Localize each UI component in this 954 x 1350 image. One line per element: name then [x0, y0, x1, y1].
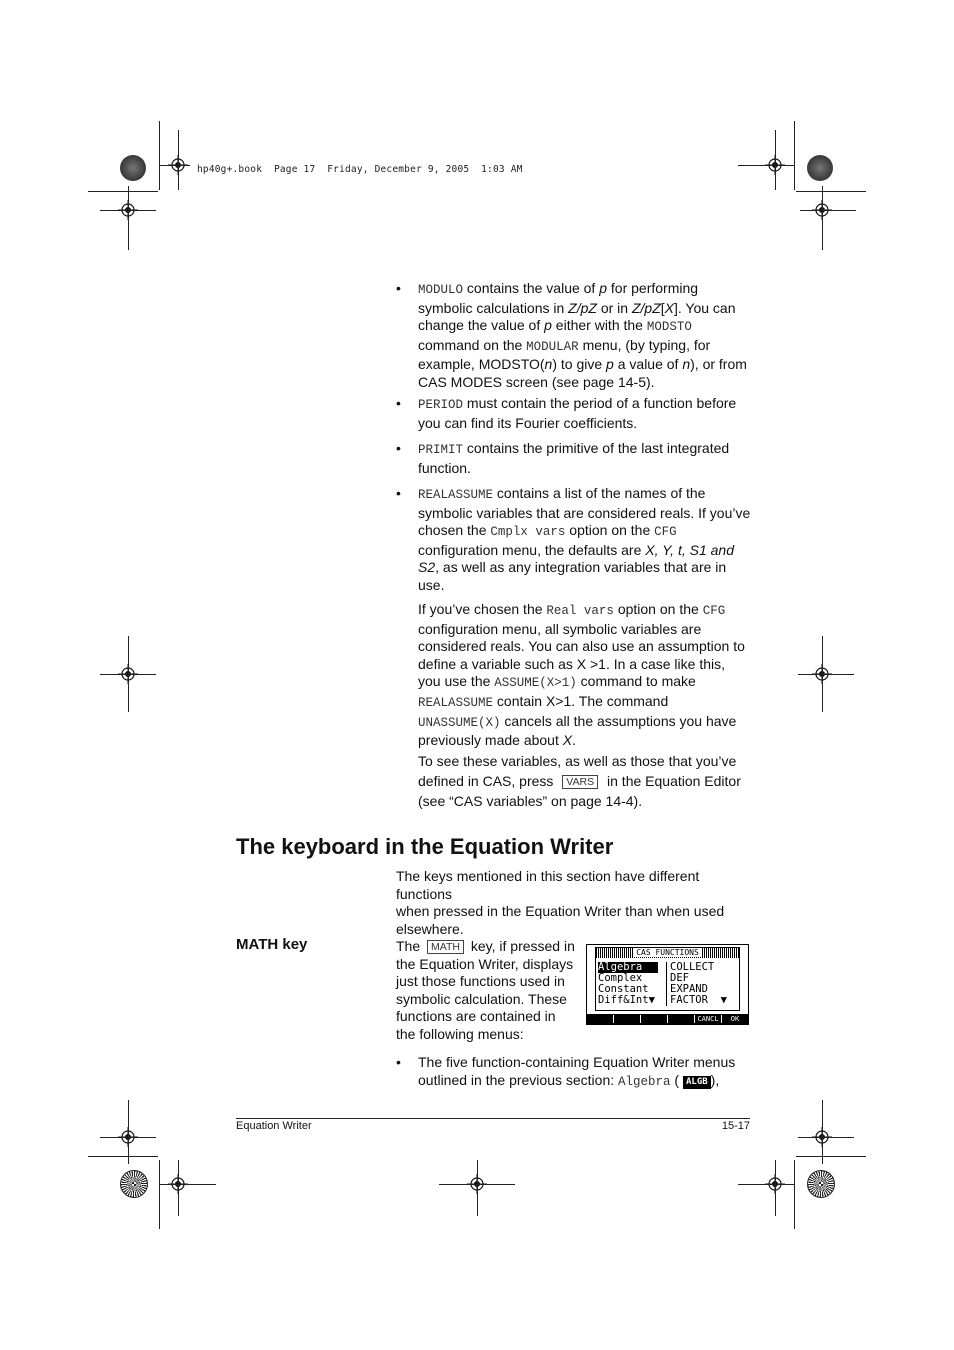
- text-line: considered reals. You can also use an assumption to: [418, 638, 745, 655]
- text-line: symbolic calculations in Z/pZ or in Z/pZ[X]. You can: [418, 299, 736, 316]
- text-line: UNASSUME(X) cancels all the assumptions you have: [418, 712, 737, 730]
- print-imprint: hp40g+.book Page 17 Friday, December 9, 2005 1:03 AM: [197, 164, 523, 175]
- bullet-text: [418, 280, 748, 392]
- bullet-icon: •: [396, 395, 401, 411]
- text-line: PRIMIT contains the primitive of the last integrated: [418, 440, 730, 457]
- text-line: REALASSUME contains a list of the names of the: [418, 485, 706, 502]
- paragraph-vars: To see these variables, as well as those that you’ve defined in CAS, press VARS in the Equation Editor (see “CAS variables” on page 14-4).: [418, 753, 741, 809]
- softkey-bar: [587, 1014, 748, 1024]
- text-line: previously made about X.: [418, 732, 576, 749]
- footer-left: Equation Writer: [236, 1120, 312, 1132]
- vars-key: VARS: [562, 775, 598, 789]
- text-line: use.: [418, 576, 445, 593]
- menu-title: CAS FUNCTIONS: [596, 948, 739, 958]
- paragraph-real-vars: [418, 601, 753, 750]
- text-line: define a variable such as X >1. In a case like this,: [418, 655, 726, 672]
- bullet-icon: •: [396, 440, 401, 456]
- footer-rule: [236, 1118, 750, 1119]
- text-line: configuration menu, the defaults are X, Y, t, S1 and: [418, 541, 735, 558]
- text-line: CAS MODES screen (see page 14-5).: [418, 373, 655, 390]
- bullet-text: [418, 485, 751, 595]
- text-line: symbolic variables that are considered reals. If you’ve: [418, 504, 751, 521]
- bullet-text: [418, 440, 748, 477]
- registration-ball-icon: [120, 1170, 148, 1198]
- text-line: you can find its Fourier coefficients.: [418, 414, 638, 431]
- text-line: REALASSUME contain X>1. The command: [418, 692, 669, 710]
- calculator-screen: [586, 944, 749, 1025]
- section-intro: The keys mentioned in this section have different functions when pressed in the Equation Writer than when used elsewhere.: [396, 868, 725, 937]
- menu-item-algebra: Algebra: [598, 962, 658, 973]
- section-title: The keyboard in the Equation Writer: [236, 834, 614, 859]
- algb-softkey-icon: ALGB: [683, 1076, 711, 1089]
- math-key-heading: MATH key: [236, 936, 308, 953]
- text-line: change the value of p either with the MODSTO: [418, 317, 692, 335]
- menu-divider: [666, 962, 667, 1006]
- text-line: chosen the Cmplx vars option on the CFG: [418, 522, 677, 540]
- bullet-text: [418, 395, 748, 432]
- menu-item-factor: FACTOR ▼: [670, 994, 727, 1006]
- registration-ball-icon: [120, 155, 146, 181]
- text-line: MODULO contains the value of p for performing: [418, 280, 699, 297]
- bullet-text: The five function-containing Equation Writer menus outlined in the previous section: Algebra ( ALGB ),: [418, 1054, 736, 1089]
- text-line: configuration menu, all symbolic variables are: [418, 620, 702, 637]
- menu-item-collect: COLLECT: [670, 961, 715, 973]
- menu-item-complex: Complex: [598, 972, 643, 984]
- cas-functions-menu: [595, 947, 740, 1011]
- softkey-ok: OK: [730, 1015, 740, 1023]
- text-line: you use the ASSUME(X>1) command to make: [418, 673, 696, 691]
- text-line: PERIOD must contain the period of a function before: [418, 395, 737, 412]
- text-line: command on the MODULAR menu, (by typing, for: [418, 336, 711, 354]
- menu-item-def: DEF: [670, 972, 689, 984]
- text-line: S2, as well as any integration variables that are in: [418, 559, 727, 576]
- menu-item-diff-int: Diff&Int▼: [598, 994, 655, 1006]
- math-key: MATH: [427, 940, 464, 954]
- softkey-cancel: CANCL: [697, 1015, 719, 1023]
- menu-item-constant: Constant: [598, 983, 649, 995]
- registration-ball-icon: [807, 1170, 835, 1198]
- text-line: If you’ve chosen the Real vars option on the CFG: [418, 601, 726, 618]
- bullet-icon: •: [396, 1054, 401, 1070]
- text-line: function.: [418, 459, 471, 476]
- bullet-icon: •: [396, 485, 401, 501]
- registration-ball-icon: [807, 155, 833, 181]
- page-number: 15-17: [721, 1120, 750, 1132]
- bullet-icon: •: [396, 280, 401, 296]
- menu-item-expand: EXPAND: [670, 983, 708, 995]
- math-key-paragraph: The MATH key, if pressed in the Equation Writer, displays just those functions used in symbolic calculation. These functions are contained in the following menus:: [396, 938, 575, 1042]
- text-line: example, MODSTO(n) to give p a value of n), or from: [418, 356, 747, 373]
